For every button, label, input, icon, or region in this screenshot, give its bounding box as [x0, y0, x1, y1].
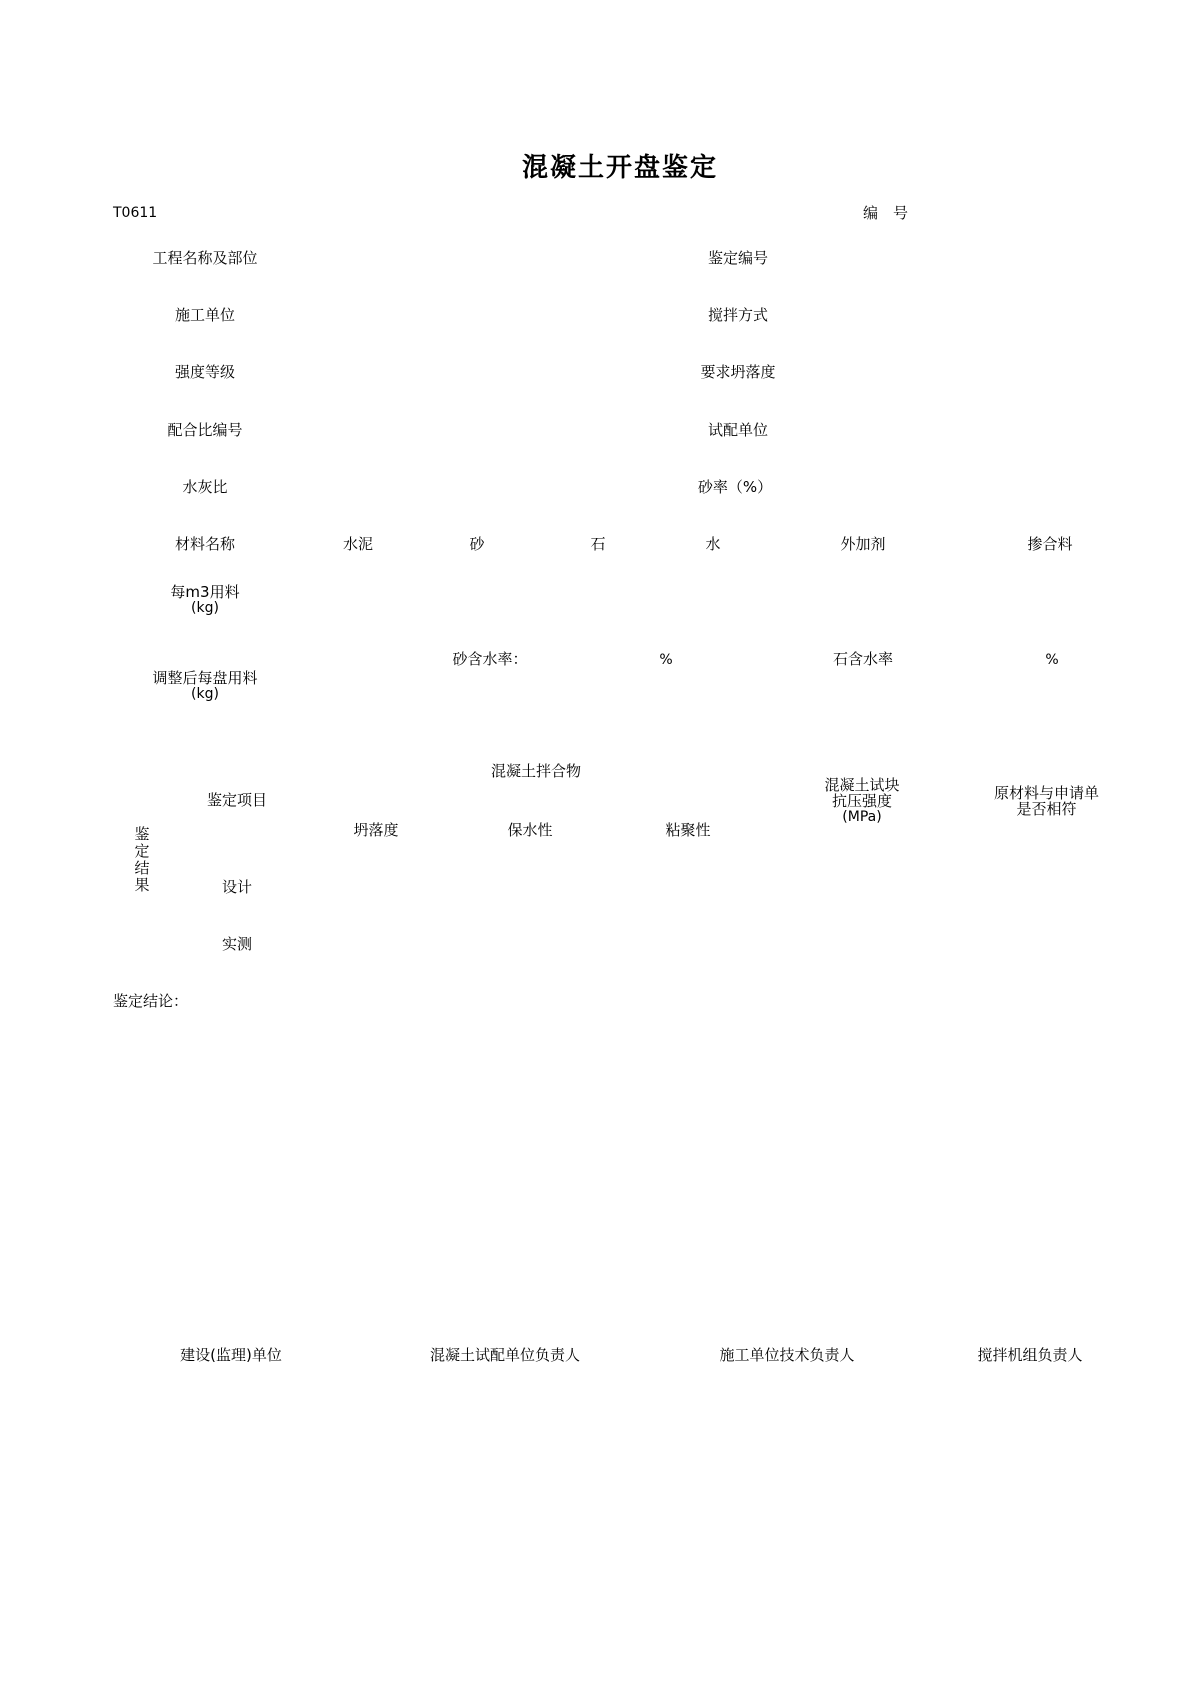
water-retention-label: 保水性: [507, 821, 553, 839]
mix-ratio-number-label: 配合比编号: [167, 421, 243, 439]
material-water: 水: [705, 535, 721, 553]
strength-line3: (MPa): [842, 809, 882, 825]
material-cement: 水泥: [342, 535, 374, 553]
sand-moisture-label: 砂含水率：: [452, 650, 528, 668]
mixture-label: 混凝土拌合物: [490, 762, 582, 780]
cohesion-label: 粘聚性: [665, 821, 711, 839]
evaluation-result-label: 鉴定结果: [134, 825, 150, 894]
sand-moisture-unit: %: [659, 652, 673, 668]
signature-technical-lead: 施工单位技术负责人: [719, 1346, 855, 1364]
appraisal-number-label: 鉴定编号: [707, 249, 769, 267]
material-name-label: 材料名称: [174, 535, 236, 553]
signature-trial-mix-lead: 混凝土试配单位负责人: [429, 1346, 581, 1364]
slump-label: 坍落度: [353, 821, 399, 839]
sand-ratio-label: 砂率（%）: [697, 478, 773, 496]
compressive-strength-label: [824, 777, 899, 825]
adjusted-batch-label-line1: 调整后每盘用料: [152, 669, 258, 687]
per-m3-label: [170, 584, 239, 616]
project-name-label: 工程名称及部位: [152, 249, 258, 267]
water-cement-ratio-label: 水灰比: [182, 478, 228, 496]
per-m3-label-line2: (kg): [191, 600, 219, 616]
conclusion-label: 鉴定结论：: [113, 992, 189, 1010]
stone-moisture-label: 石含水率: [832, 650, 894, 668]
strength-line1: 混凝土试块: [824, 776, 900, 794]
material-sand: 砂: [469, 535, 485, 553]
form-code: T0611: [113, 205, 158, 221]
number-label: 编 号: [863, 204, 909, 222]
signature-supervision-unit: 建设(监理)单位: [180, 1346, 282, 1364]
construction-unit-label: 施工单位: [174, 306, 236, 324]
strength-grade-label: 强度等级: [174, 363, 236, 381]
mixing-method-label: 搅拌方式: [707, 306, 769, 324]
adjusted-batch-label: [152, 670, 257, 702]
adjusted-batch-label-line2: (kg): [191, 686, 219, 702]
material-addition: 掺合料: [1027, 535, 1073, 553]
page-title: 混凝土开盘鉴定: [521, 153, 719, 183]
design-label: 设计: [221, 878, 253, 896]
signature-mixer-crew-lead: 搅拌机组负责人: [977, 1346, 1083, 1364]
material-conformity-label: [993, 785, 1100, 817]
material-stone: 石: [590, 535, 606, 553]
conform-line1: 原材料与申请单: [993, 785, 1099, 802]
stone-moisture-unit: %: [1045, 652, 1059, 668]
evaluation-item-label: 鉴定项目: [206, 791, 268, 809]
required-slump-label: 要求坍落度: [700, 363, 776, 381]
measured-label: 实测: [221, 935, 253, 953]
trial-mix-unit-label: 试配单位: [707, 421, 769, 439]
strength-line2: 抗压强度: [831, 792, 893, 810]
conform-line2: 是否相符: [1016, 800, 1077, 817]
per-m3-label-line1: 每m3用料: [170, 583, 240, 601]
material-admixture: 外加剂: [840, 535, 886, 553]
